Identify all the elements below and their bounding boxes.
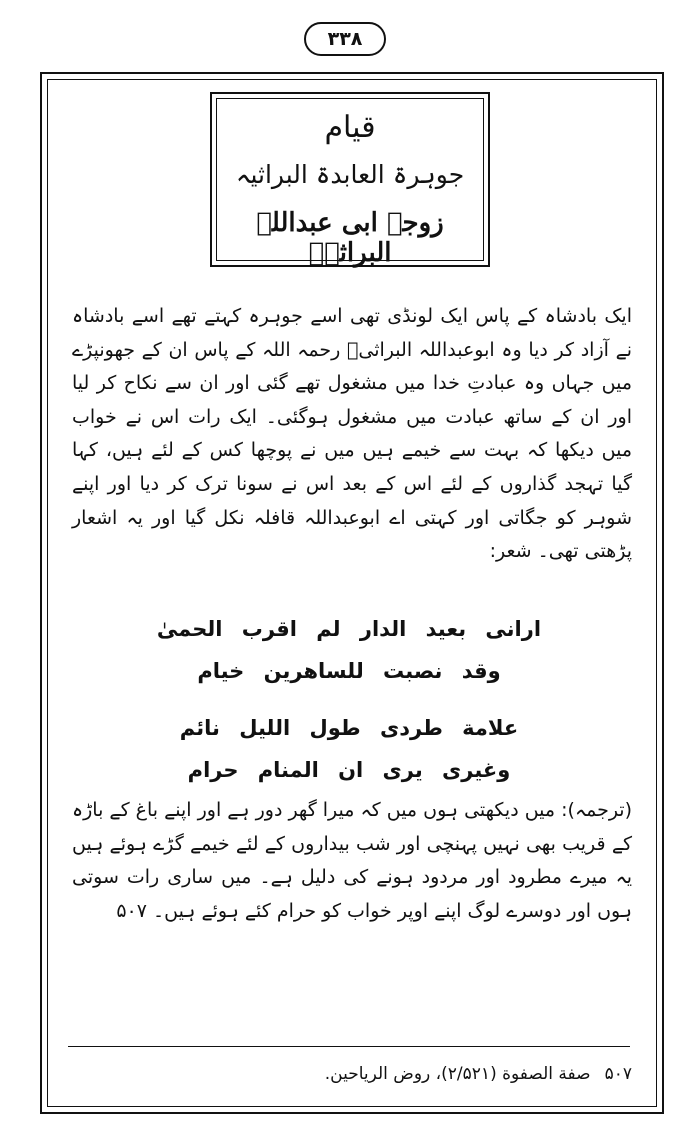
verse-line: ارانی بعید الدار لم اقرب الحمیٰ	[156, 617, 542, 641]
footnote-divider	[68, 1046, 630, 1047]
person-name: جوہرۃ العابدۃ البراثیہ	[235, 160, 465, 189]
verse-line: علامة طردی طول اللیل نائم	[179, 716, 519, 740]
page-number: ۳۳۸	[327, 28, 363, 50]
footnote	[72, 1064, 632, 1084]
verse-line: وقد نصبت للساھرین خیام	[197, 659, 501, 683]
title-box	[210, 92, 490, 267]
chapter-heading: قیام	[324, 110, 376, 145]
footnote-text: صفة الصفوة (۲/۵۲۱)، روض الریاحین.	[324, 1064, 591, 1084]
footnote-marker: ۵۰۷	[604, 1064, 632, 1084]
translation-paragraph: (ترجمہ): میں دیکھتی ہوں میں کہ میرا گھر دور ہے اور اپنے باغ کے باڑہ کے قریب بھی نہیں پہنچی اور شب بیداروں کے لئے خیمے گڑے ہوئے ہیں یہ میرے مطرود اور مردود ہونے کی دلیل ہے۔ میں ساری رات سوتی ہوں اور دوسرے لوگ اپنے اوپر خواب کو حرام کئے ہوئے ہیں۔ ۵۰۷	[72, 799, 632, 922]
main-paragraph: ایک بادشاہ کے پاس ایک لونڈی تھی اسے جوہرہ کہتے تھے اسے بادشاہ نے آزاد کر دیا وہ ابوعبداللہ البراثیؒ رحمہ اللہ کے پاس ان کے جھونپڑے میں جہاں وہ عبادتِ خدا میں مشغول تھے گئی اور ان سے نکاح کر لیا اور ان کے ساتھ عبادت میں مشغول ہوگئی۔ ایک رات اس نے خواب میں دیکھا کہ بہت سے خیمے ہیں میں نے پوچھا کس کے لئے ہیں، کہا گیا تہجد گذاروں کے لئے اس کے بعد اس نے سونا ترک کر دیا اور اپنے شوہر کو جگاتی اور کہتی اے ابوعبداللہ قافلہ نکل گیا اور یہ اشعار پڑھتی تھی۔ شعر:	[72, 305, 632, 563]
page-number-badge	[304, 22, 386, 56]
person-subtitle: زوجۂ ابی عبداللہ البراثیؒ	[256, 208, 444, 268]
verse-line: وغیری یری ان المنام حرام	[187, 758, 511, 782]
